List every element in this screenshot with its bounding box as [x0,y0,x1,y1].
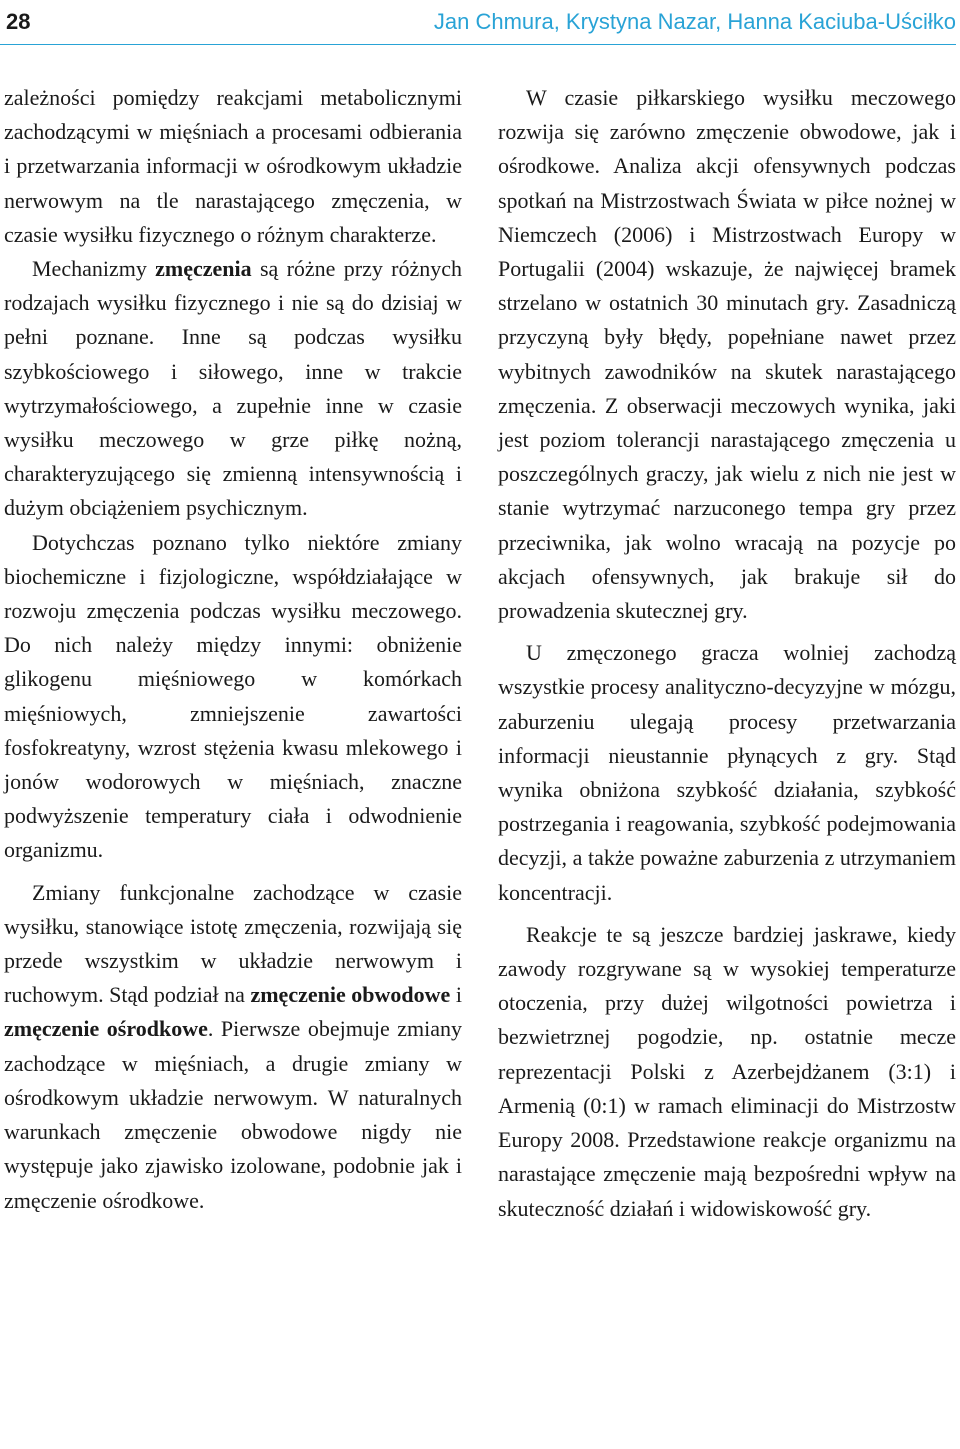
paragraph-tired-player [498,636,956,910]
bold-term: zmęczenia [155,256,252,282]
paragraph-match-fatigue [498,81,956,628]
right-column [498,81,956,1226]
header-rule [0,44,956,45]
left-column [4,81,462,1218]
paragraph-text: Reakcje te są jeszcze bardziej jaskrawe, kiedy zawody rozgrywane są w wysokiej temperaturze otoczenia, przy dużej wilgotności powietrza i bezwietrznej pogodzie, np. ostatnie mecze reprezentacji Polski z Azerbejdżanem (3:1) i Armenią (0:1) w ramach eliminacji do Mistrzostw Europy 2008. Przedstawione reakcje organizmu na narastające zmęczenie mają bezpośredni wpływ na skuteczność działań i widowiskowość gry. [498,921,956,1221]
bold-term: zmęczenie ośrodkowe [4,1016,208,1042]
paragraph-text: . Pierwsze obejmuje zmiany zachodzące w mięśniach, a drugie zmiany w ośrodkowym układzie nerwowym. W naturalnych warunkach zmęczenie obwodowe nigdy nie występuje jako zjawisko izolowane, podobnie jak i zmęczenie ośrodkowe. [4,1016,462,1213]
paragraph-text: Dotychczas poznano tylko niektóre zmiany biochemiczne i fizjologiczne, współdziałające w rozwoju zmęczenia podczas wysiłku meczowego. Do nich należy między innymi: obniżenie glikogenu mięśniowego w komórkach mięśniowych, zmniejszenie zawartości fosfokreatyny, wzrost stężenia kwasu mlekowego i jonów wodorowych w mięśniach, znaczne podwyższenie temperatury ciała i odwodnienie organizmu. [4,529,462,863]
paragraph-functional-changes [4,876,462,1218]
running-head-authors: Jan Chmura, Krystyna Nazar, Hanna Kaciuba-Uściłko [433,9,956,34]
paragraph-text: Mechanizmy [32,256,156,282]
paragraph-text: Zmiany funkcjonalne zachodzące w czasie wysiłku, stanowiące istotę zmęczenia, rozwijają się przede wszystkim w układzie nerwowym i ruchowym. Stąd podział na [4,879,462,1008]
paragraph-text: W czasie piłkarskiego wysiłku meczowego rozwija się zarówno zmęczenie obwodowe, jak i ośrodkowe. Analiza akcji ofensywnych podczas spotkań na Mistrzostwach Świata w piłce nożnej w Niemczech (2006) i Mistrzostwach Europy w Portugalii (2004) wskazuje, że najwięcej bramek strzelano w ostatnich 30 minutach gry. Zasadniczą przyczyną były błędy, popełniane nawet przez wybitnych zawodników na skutek narastającego zmęczenia. Z obserwacji meczowych wynika, jaki jest poziom tolerancji narastającego zmęczenia u poszczególnych graczy, jak wielu z nich nie jest w stanie wytrzymać narzuconego tempa gry przez przeciwnika, jak wolno wracają na pozycje po akcjach ofensywnych, jak brakuje sił do prowadzenia skutecznej gry. [498,85,956,624]
paragraph-biochemical-changes [4,526,462,868]
paragraph-reactions [498,918,956,1226]
paragraph-text: są różne przy różnych rodzajach wysiłku fizycznego i nie są do dzisiaj w pełni poznane. Inne są podczas wysiłku szybkościowego i siłowego, inne w trakcie wytrzymałościowego, a zupełnie inne w czasie wysiłku meczowego w grze piłkę nożną, charakteryzującego się zmienną intensywnością i dużym obciążeniem psychicznym. [4,256,462,521]
paragraph-mechanisms [4,252,462,526]
paragraph-text: i [450,982,462,1008]
paragraph-text: U zmęczonego gracza wolniej zachodzą wszystkie procesy analityczno-decyzyjne w mózgu, zaburzeniu ulegają procesy przetwarzania informacji nieustannie płynących z gry. Stąd wynika obniżona szybkość działania, szybkość postrzegania i reagowania, szybkość podejmowania decyzji, a także poważne zaburzenia z utrzymaniem koncentracji. [498,640,956,905]
bold-term: zmęczenie obwodowe [250,982,451,1008]
paragraph-continuation [4,81,462,252]
page-number: 28 [6,9,31,34]
paragraph-text: zależności pomiędzy reakcjami metabolicznymi zachodzącymi w mięśniach a procesami odbierania i przetwarzania informacji w ośrodkowym układzie nerwowym na tle narastającego zmęczenia, w czasie wysiłku fizycznego o różnym charakterze. [4,85,462,247]
page-header [6,6,956,38]
